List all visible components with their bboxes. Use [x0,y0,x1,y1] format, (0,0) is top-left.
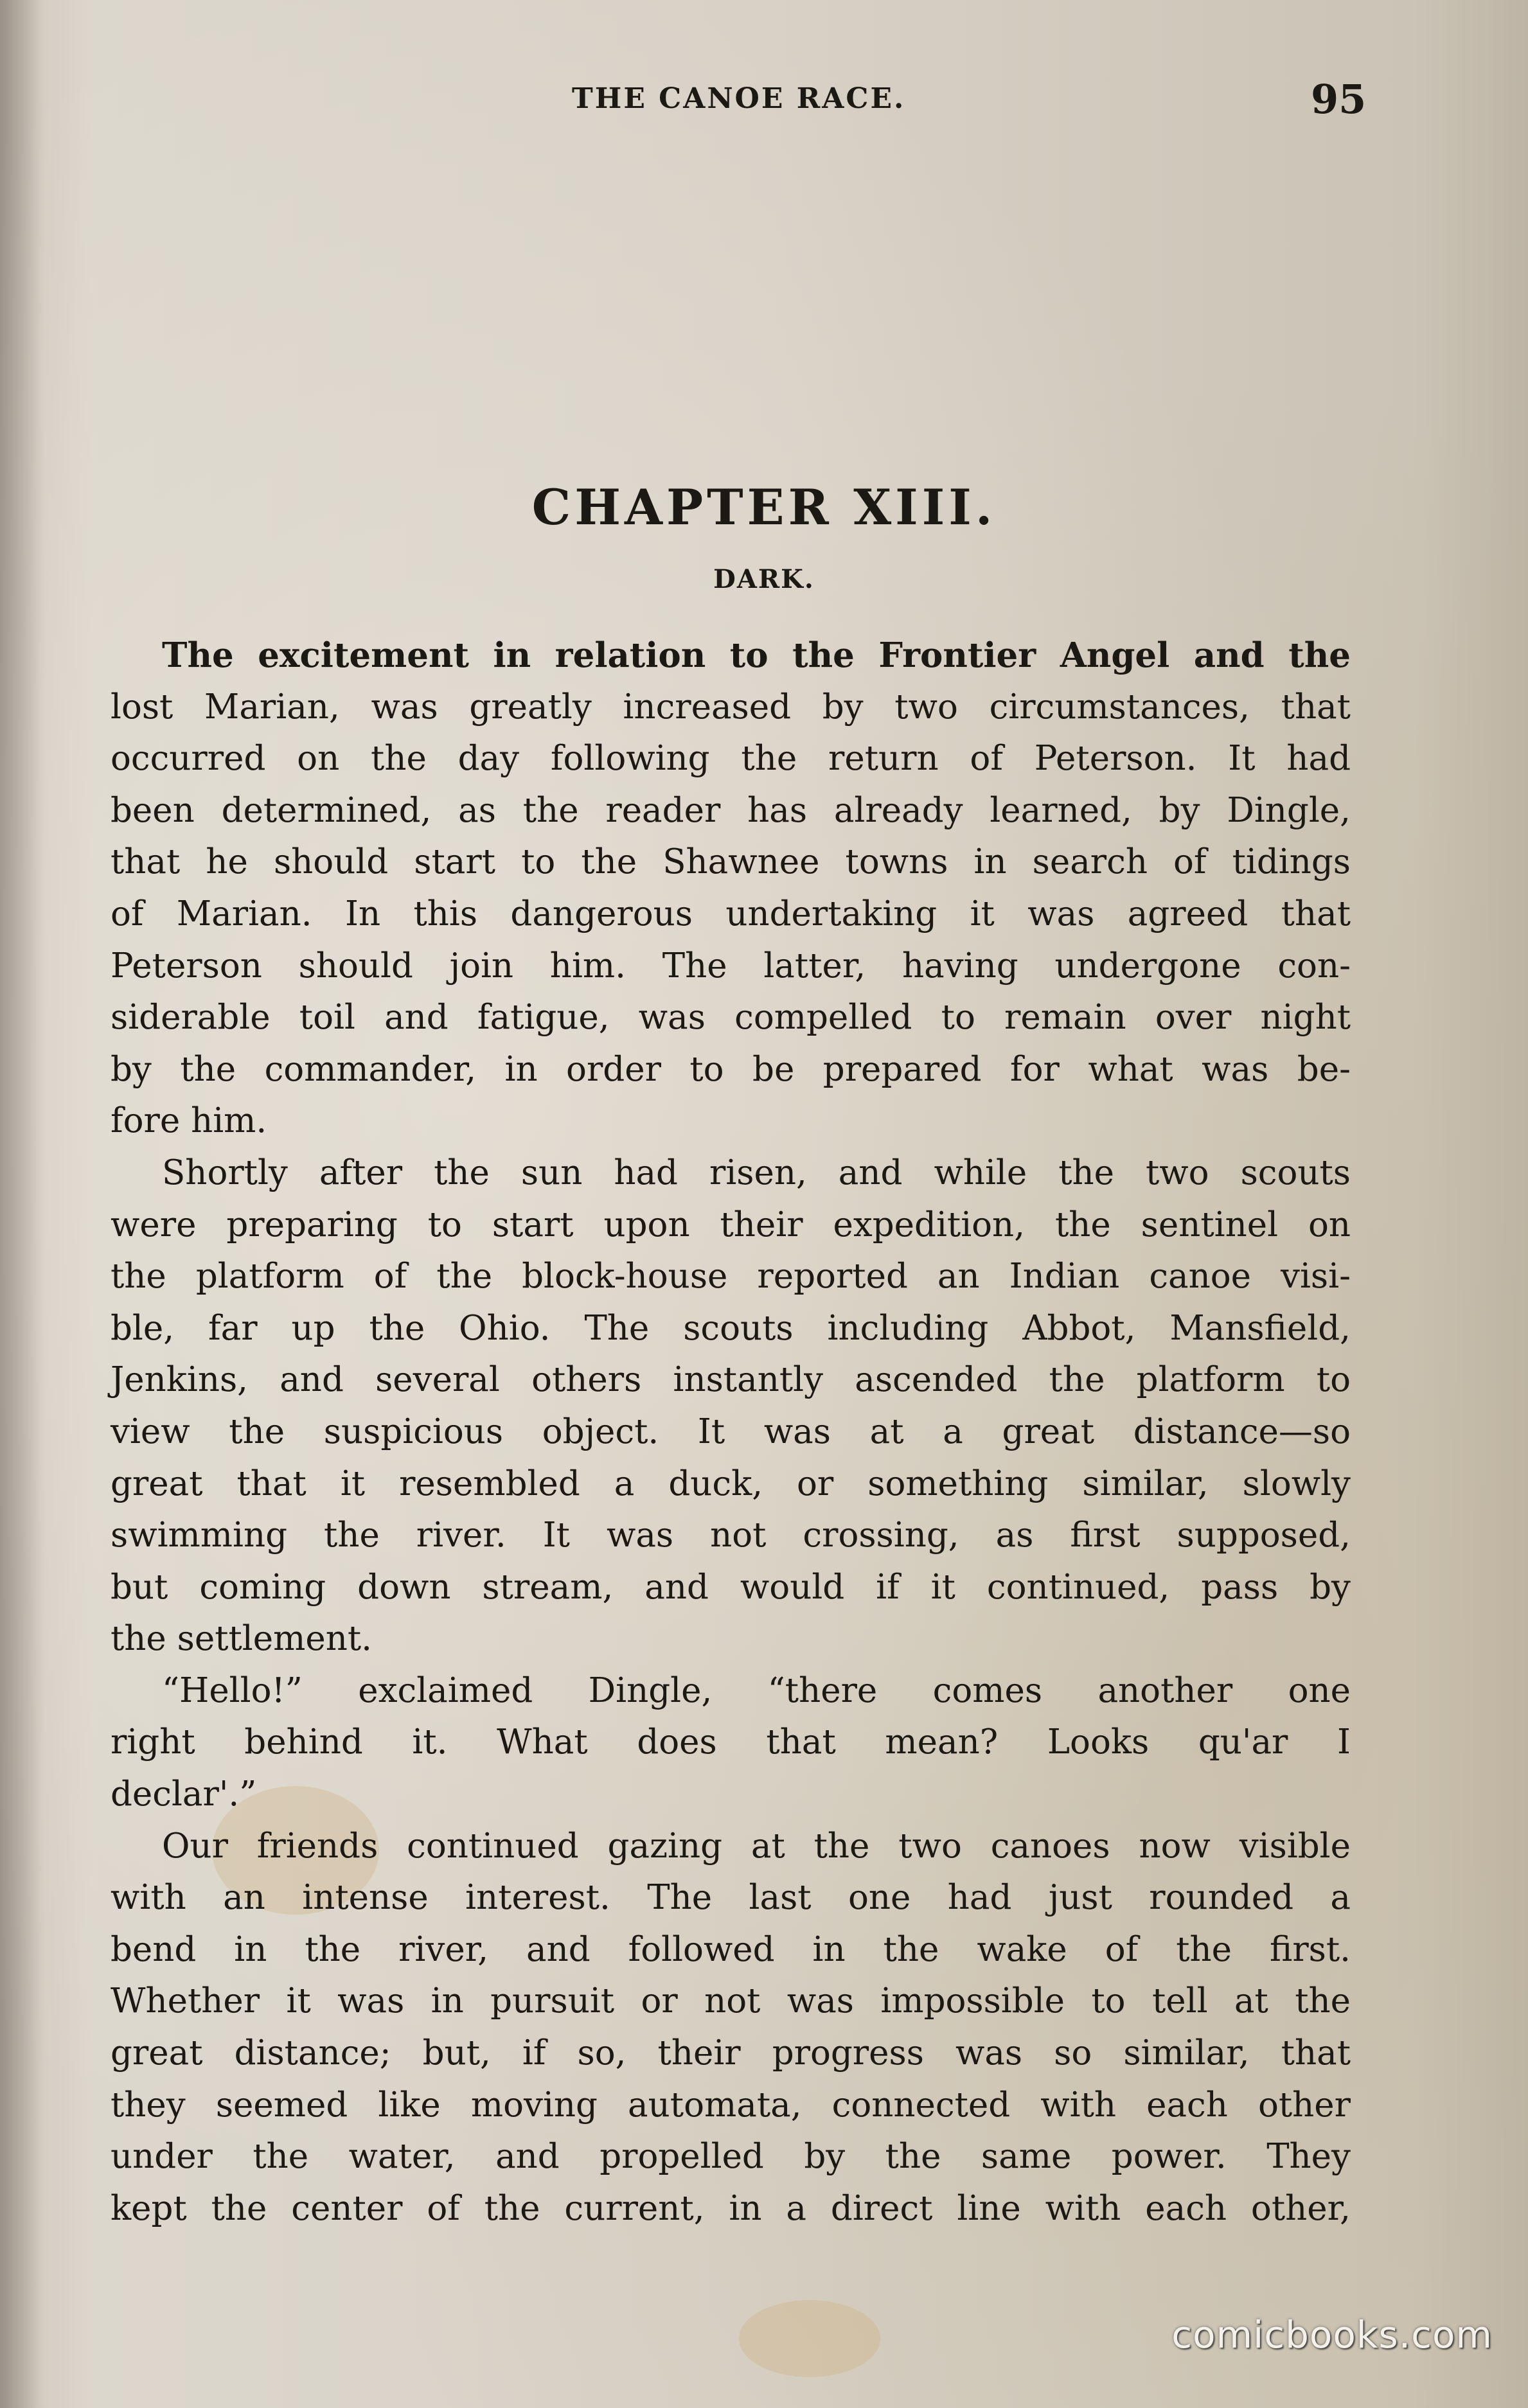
paragraph [111,1147,1351,1665]
text-line: were preparing to start upon their expedition, the sentinel on [111,1205,1351,1244]
page-number: 95 [1311,76,1367,123]
paper-stain [739,2300,880,2377]
body-text [111,630,1351,2235]
text-line: the settlement. [111,1619,373,1659]
text-line: siderable toil and fatigue, was compelled to remain over night [111,998,1351,1038]
text-line: Shortly after the sun had risen, and while the two scouts [162,1153,1351,1192]
text-line: ble, far up the Ohio. The scouts including Abbot, Mansfield, [111,1308,1351,1348]
text-line: that he should start to the Shawnee towns in search of tidings [111,842,1351,882]
page-header [0,76,1528,121]
text-line: kept the center of the current, in a direct line with each other, [111,2188,1351,2228]
text-line: bend in the river, and followed in the wake of the first. [111,1929,1351,1969]
paragraph [111,1821,1351,2235]
watermark: comicbooks.com [1171,2313,1493,2357]
text-line: with an intense interest. The last one had just rounded a [111,1878,1351,1918]
chapter-title: CHAPTER XIII. [531,479,997,536]
text-line: great that it resembled a duck, or something similar, slowly [111,1464,1351,1503]
paragraph [111,630,1351,1147]
text-line: but coming down stream, and would if it continued, pass by [111,1567,1351,1607]
text-line: Our friends continued gazing at the two canoes now visible [162,1826,1351,1866]
spine-shadow [0,0,45,2408]
text-line: occurred on the day following the return of Peterson. It had [111,739,1351,779]
text-line: declar'.” [111,1775,257,1814]
text-line: of Marian. In this dangerous undertaking it was agreed that [111,894,1351,934]
text-line: lost Marian, was greatly increased by two circumstances, that [111,687,1351,727]
chapter-subtitle: DARK. [713,564,815,594]
running-head: THE CANOE RACE. [572,82,906,115]
paragraph [111,1665,1351,1821]
text-line: great distance; but, if so, their progress was so similar, that [111,2033,1351,2073]
text-line: been determined, as the reader has already learned, by Dingle, [111,790,1351,830]
text-line: “Hello!” exclaimed Dingle, “there comes another one [162,1670,1351,1710]
text-line: swimming the river. It was not crossing, as first supposed, [111,1516,1351,1555]
text-line: the platform of the block-house reported an Indian canoe visi- [111,1257,1351,1297]
text-line: under the water, and propelled by the same power. They [111,2137,1351,2177]
text-line: view the suspicious object. It was at a great distance—so [111,1412,1351,1451]
text-line: they seemed like moving automata, connected with each other [111,2085,1351,2125]
text-line: by the commander, in order to be prepared for what was be- [111,1049,1351,1089]
text-line: fore him. [111,1101,267,1141]
text-line: right behind it. What does that mean? Looks qu'ar I [111,1722,1351,1762]
text-line: Jenkins, and several others instantly ascended the platform to [111,1360,1351,1400]
text-line: Peterson should join him. The latter, having undergone con- [111,946,1351,986]
text-line: The excitement in relation to the Frontier Angel and the [162,635,1351,675]
text-line: Whether it was in pursuit or not was impossible to tell at the [111,1981,1351,2021]
